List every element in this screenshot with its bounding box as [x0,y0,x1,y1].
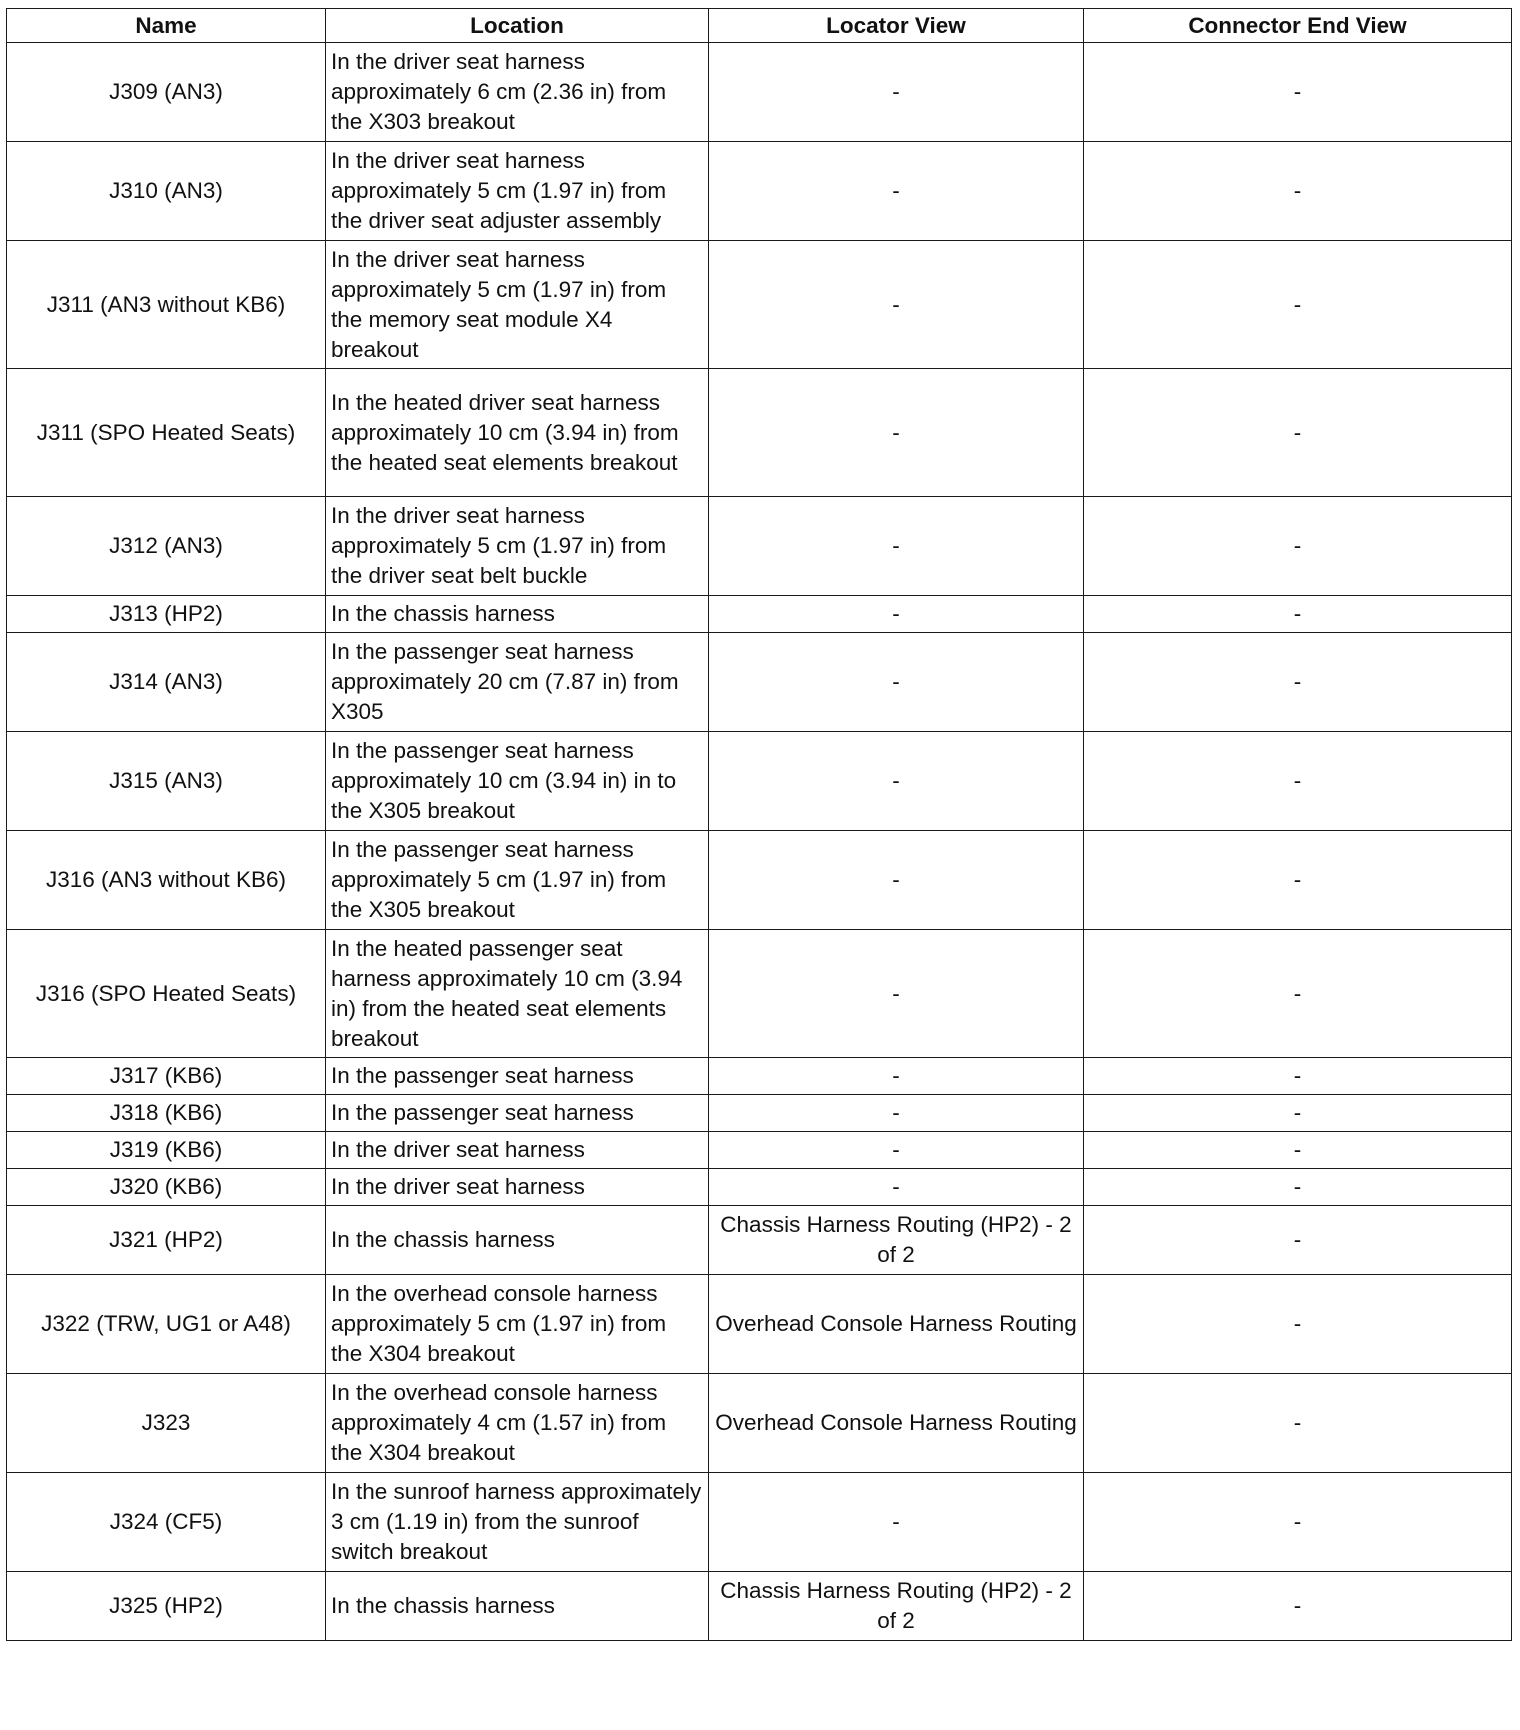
locator-view: - [709,1473,1084,1572]
locator-view: - [709,1169,1084,1206]
table-row [7,1275,1512,1374]
table-row [7,831,1512,930]
connector-end-view: - [1084,1206,1512,1275]
table-row [7,1374,1512,1473]
table-row [7,930,1512,1058]
locator-view: - [709,241,1084,369]
connector-end-view: - [1084,633,1512,732]
locator-view: - [709,142,1084,241]
splice-name: J317 (KB6) [7,1058,326,1095]
locator-view: - [709,596,1084,633]
connector-end-view: - [1084,732,1512,831]
splice-name: J316 (SPO Heated Seats) [7,930,326,1058]
splice-name: J320 (KB6) [7,1169,326,1206]
splice-location: In the passenger seat harness approximately 5 cm (1.97 in) from the X305 breakout [326,831,709,930]
splice-location: In the sunroof harness approximately 3 cm (1.19 in) from the sunroof switch breakout [326,1473,709,1572]
locator-view: Chassis Harness Routing (HP2) - 2 of 2 [709,1206,1084,1275]
connector-end-view: - [1084,1374,1512,1473]
connector-end-view: - [1084,930,1512,1058]
column-header-location: Location [326,9,709,43]
splice-location: In the driver seat harness approximately 5 cm (1.97 in) from the driver seat belt buckle [326,497,709,596]
locator-view: - [709,1058,1084,1095]
splice-location: In the overhead console harness approximately 4 cm (1.57 in) from the X304 breakout [326,1374,709,1473]
table-row [7,1132,1512,1169]
table-row [7,1206,1512,1275]
connector-end-view: - [1084,142,1512,241]
connector-end-view: - [1084,1169,1512,1206]
splice-name: J322 (TRW, UG1 or A48) [7,1275,326,1374]
column-header-name: Name [7,9,326,43]
splice-location: In the heated passenger seat harness approximately 10 cm (3.94 in) from the heated seat elements breakout [326,930,709,1058]
splice-location: In the passenger seat harness approximately 20 cm (7.87 in) from X305 [326,633,709,732]
splice-name: J313 (HP2) [7,596,326,633]
locator-view: - [709,633,1084,732]
table-row [7,142,1512,241]
table-row [7,497,1512,596]
splice-name: J312 (AN3) [7,497,326,596]
table-row [7,43,1512,142]
splice-name: J314 (AN3) [7,633,326,732]
connector-end-view: - [1084,1058,1512,1095]
splice-name: J324 (CF5) [7,1473,326,1572]
splice-name: J325 (HP2) [7,1572,326,1641]
splice-location: In the passenger seat harness [326,1058,709,1095]
locator-view: Chassis Harness Routing (HP2) - 2 of 2 [709,1572,1084,1641]
splice-name: J309 (AN3) [7,43,326,142]
table-row [7,1572,1512,1641]
connector-end-view: - [1084,831,1512,930]
splice-name: J311 (AN3 without KB6) [7,241,326,369]
connector-end-view: - [1084,596,1512,633]
locator-view: - [709,43,1084,142]
splice-name: J315 (AN3) [7,732,326,831]
splice-name: J318 (KB6) [7,1095,326,1132]
connector-end-view: - [1084,1275,1512,1374]
locator-view: - [709,930,1084,1058]
splice-location: In the driver seat harness approximately 5 cm (1.97 in) from the memory seat module X4 breakout [326,241,709,369]
table-row [7,1169,1512,1206]
connector-end-view: - [1084,369,1512,497]
table-row [7,1473,1512,1572]
connector-end-view: - [1084,241,1512,369]
splice-location: In the driver seat harness approximately 6 cm (2.36 in) from the X303 breakout [326,43,709,142]
connector-end-view: - [1084,1473,1512,1572]
splice-location: In the chassis harness [326,1206,709,1275]
splice-table-container [6,8,1511,1641]
splice-location: In the driver seat harness approximately 5 cm (1.97 in) from the driver seat adjuster assembly [326,142,709,241]
table-row [7,596,1512,633]
locator-view: - [709,831,1084,930]
splice-location: In the heated driver seat harness approximately 10 cm (3.94 in) from the heated seat elements breakout [326,369,709,497]
splice-name: J321 (HP2) [7,1206,326,1275]
splice-name: J310 (AN3) [7,142,326,241]
splice-location: In the passenger seat harness [326,1095,709,1132]
splice-name: J319 (KB6) [7,1132,326,1169]
splice-name: J323 [7,1374,326,1473]
splice-location: In the overhead console harness approximately 5 cm (1.97 in) from the X304 breakout [326,1275,709,1374]
splice-name: J316 (AN3 without KB6) [7,831,326,930]
table-header-row [7,9,1512,43]
locator-view: - [709,1095,1084,1132]
splice-location: In the passenger seat harness approximately 10 cm (3.94 in) in to the X305 breakout [326,732,709,831]
connector-end-view: - [1084,1132,1512,1169]
connector-end-view: - [1084,497,1512,596]
table-row [7,241,1512,369]
splice-location: In the driver seat harness [326,1169,709,1206]
table-row [7,1058,1512,1095]
connector-end-view: - [1084,43,1512,142]
splice-location: In the chassis harness [326,596,709,633]
splice-name: J311 (SPO Heated Seats) [7,369,326,497]
locator-view: Overhead Console Harness Routing [709,1275,1084,1374]
table-row [7,369,1512,497]
table-row [7,732,1512,831]
column-header-locator-view: Locator View [709,9,1084,43]
table-row [7,633,1512,732]
locator-view: Overhead Console Harness Routing [709,1374,1084,1473]
table-row [7,1095,1512,1132]
connector-end-view: - [1084,1095,1512,1132]
locator-view: - [709,1132,1084,1169]
column-header-connector-end-view: Connector End View [1084,9,1512,43]
locator-view: - [709,369,1084,497]
locator-view: - [709,497,1084,596]
splice-location: In the chassis harness [326,1572,709,1641]
splice-location-table [6,8,1512,1641]
connector-end-view: - [1084,1572,1512,1641]
locator-view: - [709,732,1084,831]
splice-location: In the driver seat harness [326,1132,709,1169]
